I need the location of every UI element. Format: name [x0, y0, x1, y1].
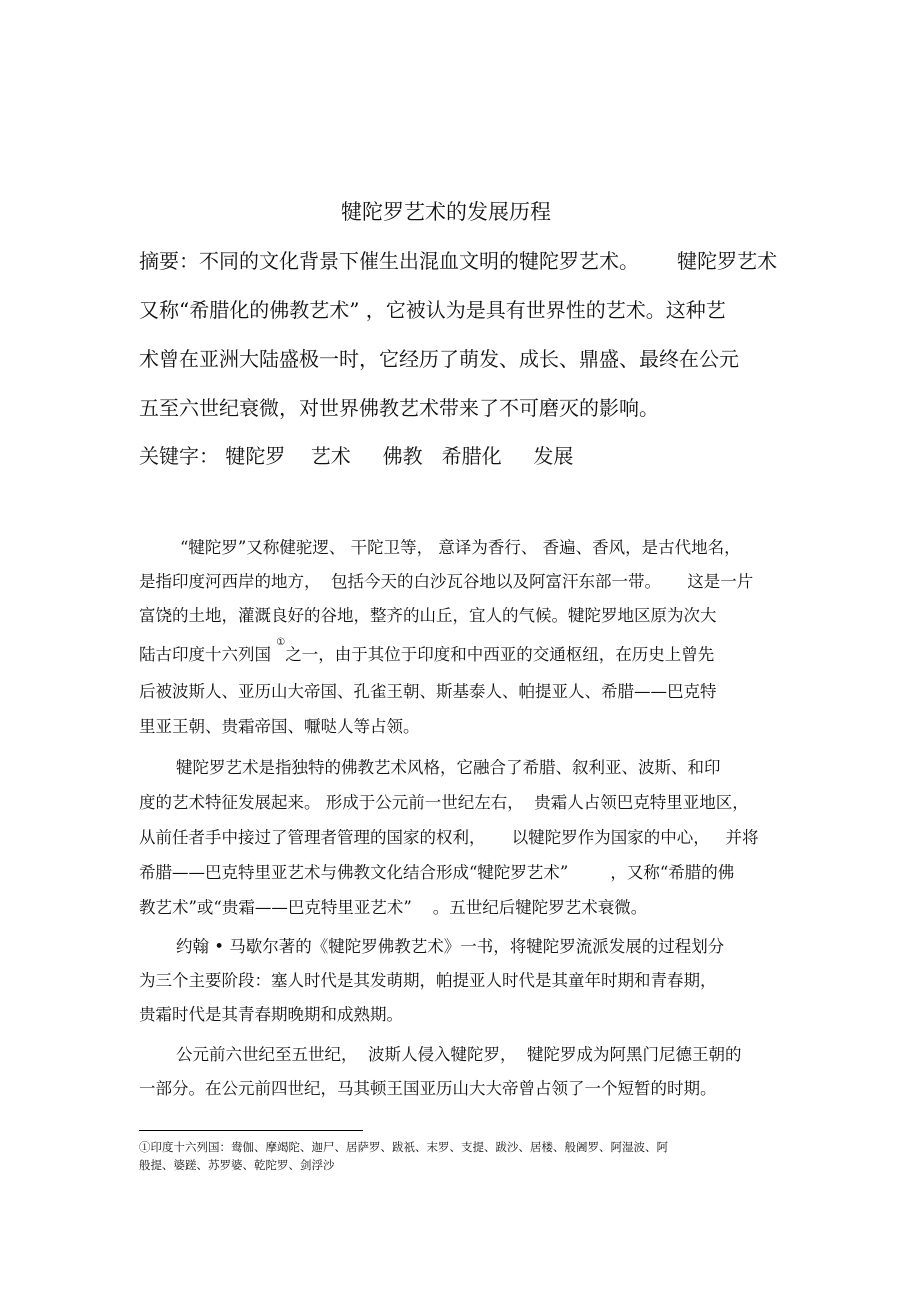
body-line	[139, 637, 715, 665]
body-line-part: 陆古印度十六列国	[139, 645, 277, 664]
footnote-line: 般提、婆蹉、苏罗婆、乾陀罗、剑浮沙	[139, 1158, 335, 1172]
footnote-line: ①印度十六列国：鸯伽、摩竭陀、迦尸、居萨罗、跋祇、末罗、支提、跋沙、居楼、般阇罗、阿湿波、阿	[139, 1140, 668, 1154]
body-line: 希腊——巴克特里亚艺术与佛教文化结合形成“犍陀罗艺术” ，又称“希腊的佛	[139, 863, 735, 882]
footnote-marker[interactable]: ①	[276, 637, 286, 648]
body-line: 为三个主要阶段：塞人时代是其发萌期，帕提亚人时代是其童年时期和青春期，	[139, 971, 717, 990]
abstract-line: 又称“希腊化的佛教艺术” ，它被认为是具有世界性的艺术。这种艺	[139, 298, 726, 322]
page-title: 犍陀罗艺术的发展历程	[341, 200, 551, 224]
body-line-part: 之一，由于其位于印度和中西亚的交通枢纽，在历史上曾先	[285, 645, 715, 664]
footnote-divider	[139, 1130, 363, 1131]
body-line: 从前任者手中接过了管理者管理的国家的权利， 以犍陀罗作为国家的中心， 并将	[139, 828, 759, 847]
body-line: 是指印度河西岸的地方， 包括今天的白沙瓦谷地以及阿富汗东部一带。 这是一片	[139, 572, 754, 591]
body-line: 公元前六世纪至五世纪， 波斯人侵入犍陀罗， 犍陀罗成为阿黑门尼德王朝的	[176, 1045, 742, 1064]
abstract-line: 五至六世纪衰微，对世界佛教艺术带来了不可磨灭的影响。	[139, 396, 659, 420]
abstract-line: 术曾在亚洲大陆盛极一时，它经历了萌发、成长、鼎盛、最终在公元	[139, 347, 739, 371]
body-line: 后被波斯人、亚历山大帝国、孔雀王朝、斯基泰人、帕提亚人、希腊——巴克特	[139, 682, 717, 701]
body-line: 度的艺术特征发展起来。 形成于公元前一世纪左右， 贵霜人占领巴克特里亚地区，	[139, 793, 749, 812]
body-line: 贵霜时代是其青春期晚期和成熟期。	[139, 1005, 403, 1024]
body-line: 里亚王朝、贵霜帝国、嚈哒人等占领。	[139, 717, 420, 736]
body-line: 富饶的土地，灌溉良好的谷地，整齐的山丘，宜人的气候。犍陀罗地区原为次大	[139, 606, 717, 625]
body-line: 教艺术”或“贵霜——巴克特里亚艺术” 。五世纪后犍陀罗艺术衰微。	[139, 898, 648, 917]
body-line: 犍陀罗艺术是指独特的佛教艺术风格，它融合了希腊、叙利亚、波斯、和印	[176, 758, 721, 777]
keywords-line: 关键字： 犍陀罗 艺术 佛教 希腊化 发展	[139, 444, 574, 468]
body-line: “犍陀罗”又称健驼逻、 干陀卫等， 意译为香行、 香遍、香风，是古代地名，	[180, 538, 741, 557]
body-line: 一部分。在公元前四世纪，马其顿王国亚历山大大帝曾占领了一个短暂的时期。	[139, 1079, 717, 1098]
body-line: 约翰 • 马歇尔著的《犍陀罗佛教艺术》一书，将犍陀罗流派发展的过程划分	[176, 937, 725, 956]
abstract-line: 摘要：不同的文化背景下催生出混血文明的犍陀罗艺术。 犍陀罗艺术	[139, 249, 778, 273]
